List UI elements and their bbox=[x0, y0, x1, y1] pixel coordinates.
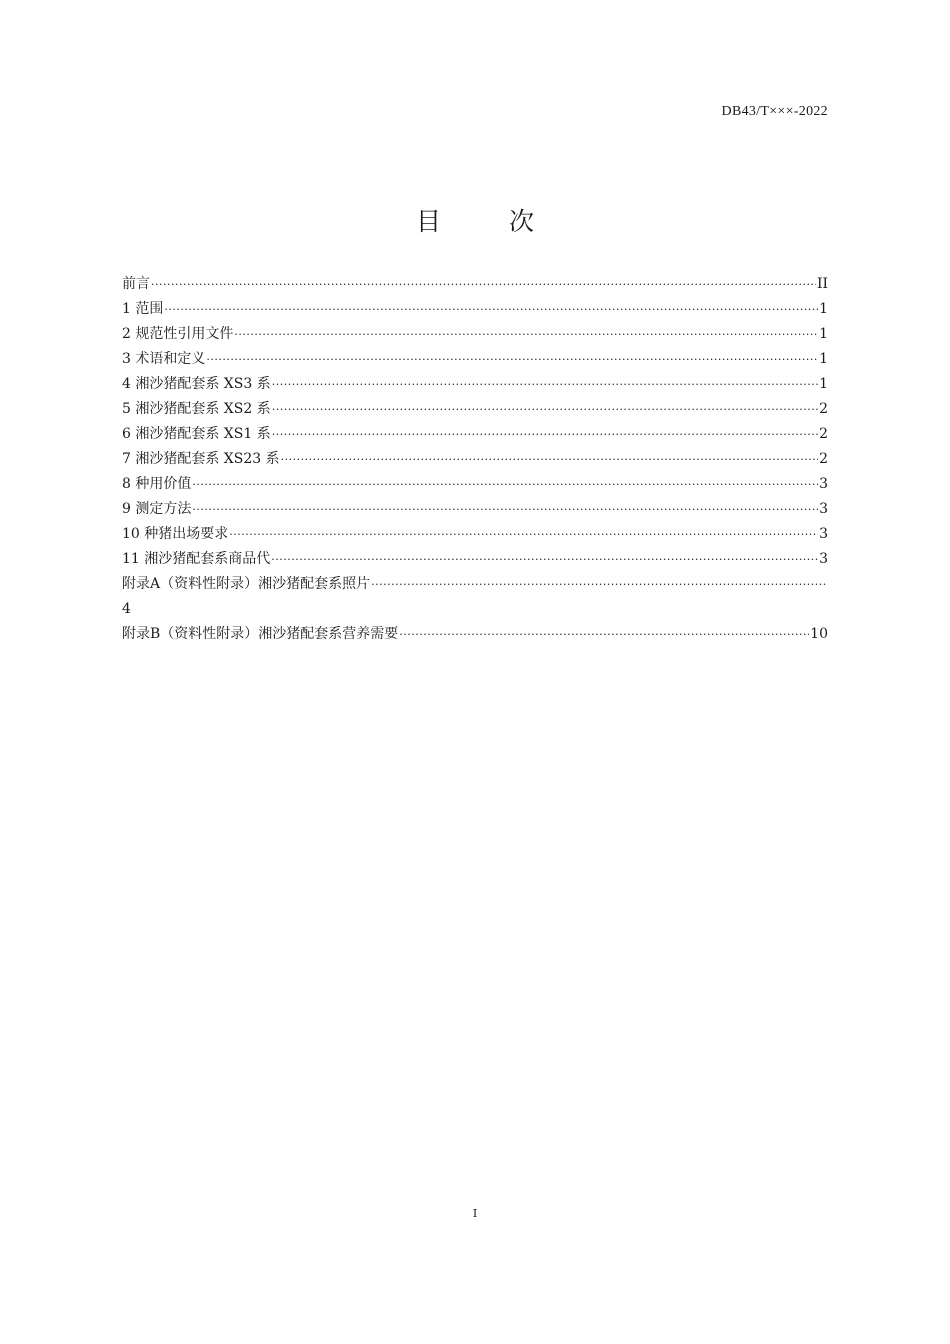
toc-entry-page: 1 bbox=[819, 351, 828, 367]
toc-entry-page: 3 bbox=[819, 501, 828, 517]
toc-leader-dots bbox=[192, 475, 818, 495]
toc-leader-dots bbox=[272, 400, 818, 420]
toc-entry-test-methods[interactable] bbox=[122, 499, 828, 524]
toc-entry-label: 8 种用价值 bbox=[122, 476, 192, 492]
toc-entry-xs3[interactable] bbox=[122, 374, 828, 399]
toc-entry-label: 前言 bbox=[122, 276, 150, 292]
page-title: 目 次 bbox=[416, 207, 564, 236]
document-code: DB43/T×××-2022 bbox=[721, 104, 828, 119]
toc-entry-label: 附录B（资料性附录）湘沙猪配套系营养需要 bbox=[122, 626, 399, 642]
toc-entry-page: 3 bbox=[819, 526, 828, 542]
toc-entry-breeding-value[interactable] bbox=[122, 474, 828, 499]
toc-leader-dots bbox=[234, 325, 818, 345]
toc-entry-page: 1 bbox=[819, 301, 828, 317]
toc-entry-label: 附录A（资料性附录）湘沙猪配套系照片 bbox=[122, 576, 371, 592]
toc-entry-label: 6 湘沙猪配套系 XS1 系 bbox=[122, 426, 271, 442]
toc-entry-page: 4 bbox=[122, 601, 131, 617]
table-of-contents bbox=[122, 274, 828, 649]
toc-entry-label: 10 种猪出场要求 bbox=[122, 526, 229, 542]
toc-entry-page: 10 bbox=[810, 626, 828, 642]
toc-entry-page: 3 bbox=[819, 551, 828, 567]
toc-entry-xs23[interactable] bbox=[122, 449, 828, 474]
toc-leader-dots bbox=[151, 275, 816, 295]
toc-entry-page: II bbox=[816, 276, 828, 292]
toc-entry-label: 5 湘沙猪配套系 XS2 系 bbox=[122, 401, 271, 417]
toc-entry-label: 7 湘沙猪配套系 XS23 系 bbox=[122, 451, 280, 467]
toc-entry-xs1[interactable] bbox=[122, 424, 828, 449]
toc-entry-commercial-generation[interactable] bbox=[122, 549, 828, 574]
toc-entry-page: 2 bbox=[819, 401, 828, 417]
toc-entry-page: 3 bbox=[819, 476, 828, 492]
toc-leader-dots bbox=[271, 550, 818, 570]
toc-entry-appendix-a[interactable] bbox=[122, 574, 828, 624]
toc-leader-dots bbox=[272, 375, 818, 395]
toc-leader-dots bbox=[371, 575, 827, 595]
toc-leader-dots bbox=[281, 450, 818, 470]
toc-leader-dots bbox=[229, 525, 818, 545]
toc-entry-page: 2 bbox=[819, 426, 828, 442]
toc-entry-page: 2 bbox=[819, 451, 828, 467]
toc-leader-dots bbox=[192, 500, 818, 520]
toc-entry-page: 1 bbox=[819, 326, 828, 342]
toc-entry-page: 1 bbox=[819, 376, 828, 392]
page-number: I bbox=[472, 1207, 478, 1220]
toc-entry-appendix-b[interactable] bbox=[122, 624, 828, 649]
toc-entry-label: 11 湘沙猪配套系商品代 bbox=[122, 551, 271, 567]
toc-entry-first-line bbox=[122, 574, 828, 599]
toc-entry-xs2[interactable] bbox=[122, 399, 828, 424]
toc-entry-terms[interactable] bbox=[122, 349, 828, 374]
toc-entry-label: 2 规范性引用文件 bbox=[122, 326, 234, 342]
toc-entry-normative-references[interactable] bbox=[122, 324, 828, 349]
toc-entry-scope[interactable] bbox=[122, 299, 828, 324]
toc-entry-label: 9 测定方法 bbox=[122, 501, 192, 517]
toc-entry-label: 1 范围 bbox=[122, 301, 164, 317]
toc-leader-dots bbox=[399, 625, 809, 645]
toc-leader-dots bbox=[164, 300, 818, 320]
toc-entry-label: 3 术语和定义 bbox=[122, 351, 206, 367]
toc-leader-dots bbox=[206, 350, 818, 370]
toc-entry-foreword[interactable] bbox=[122, 274, 828, 299]
toc-entry-label: 4 湘沙猪配套系 XS3 系 bbox=[122, 376, 271, 392]
toc-entry-breeding-pig-requirements[interactable] bbox=[122, 524, 828, 549]
toc-leader-dots bbox=[272, 425, 818, 445]
